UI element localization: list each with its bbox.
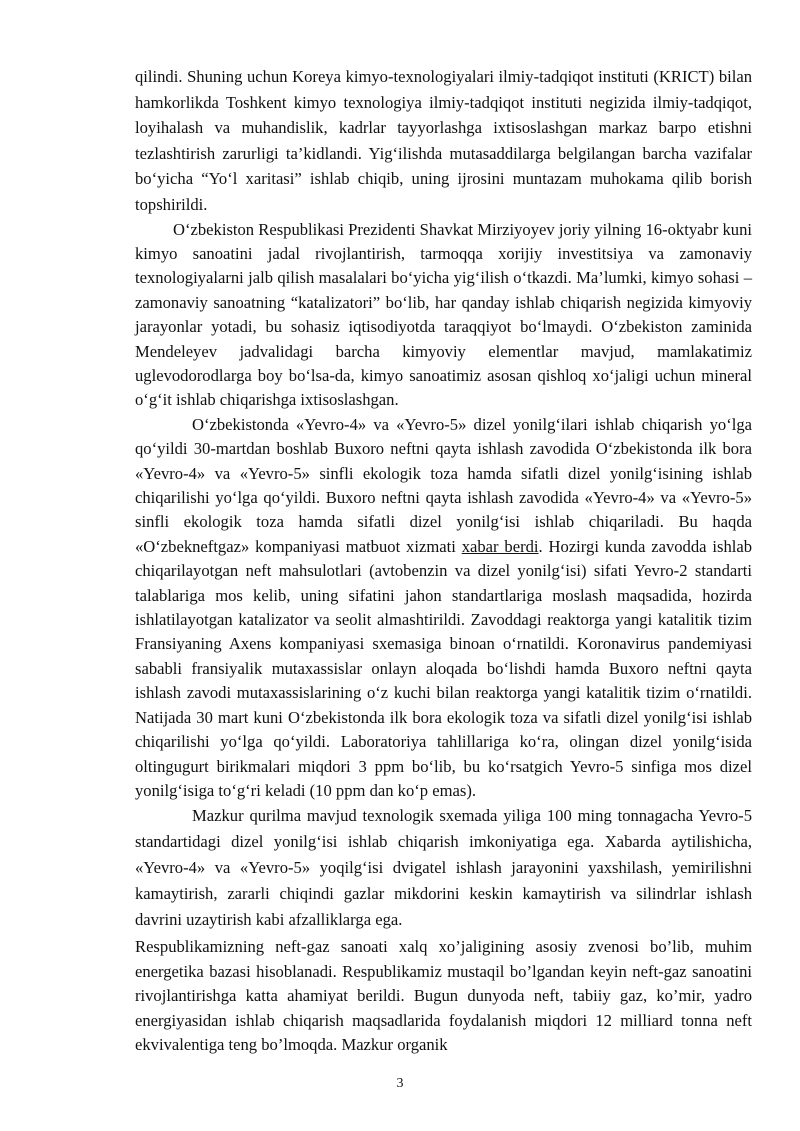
paragraph-3-text-after-link: . Hozirgi kunda zavodda ishlab chiqarilayotgan neft mahsulotlari (avtobenzin va dizel yonilg‘isi) sifati Yevro-2 standarti talablariga mos kelib, uning sifatini jahon standartlariga moslash maqsadida, hozirda ishlatilayotgan katalizator va seolit almashtirildi. Zavoddagi reaktorga yangi katalitik tizim Fransiyaning Axens kompaniyasi sxemasiga binoan o‘rnatildi. Koronavirus pandemiyasi sababli fransiyalik mutaxassislar onlayn aloqada bo‘lishdi hamda Buxoro neftni qayta ishlash zavodi mutaxassislarining o‘z kuchi bilan reaktorga yangi katalitik tizim o‘rnatildi. Natijada 30 mart kuni O‘zbekistonda ilk bora ekologik toza va sifatli dizel yonilg‘isi ishlab chiqarilishi yo‘lga qo‘yildi. Laboratoriya tahlillariga ko‘ra, olingan dizel yonilg‘isida oltingugurt birikmalari miqdori 3 ppm bo‘lib, bu ko‘rsatgich Yevro-5 sinfiga mos dizel yonilg‘isiga to‘g‘ri keladi (10 ppm dan ko‘p emas).	[135, 536, 753, 800]
paragraph-5: Respublikamizning neft-gaz sanoati xalq xo’jaligining asosiy zvenosi bo’lib, muhim energetika bazasi hisoblanadi. Respublikamiz mustaqil bo’lgandan keyin neft-gaz sanoatini rivojlantirishga katta ahamiyat berildi. Bugun dunyoda neft, tabiiy gaz, ko’mir, yadro energiyasidan ishlab chiqarish maqsadlarida foydalanish miqdori 12 milliard tonna neft ekvivalentiga teng bo’lmoqda. Mazkur organik	[135, 937, 752, 1054]
paragraph-4: Mazkur qurilma mavjud texnologik sxemada yiliga 100 ming tonnagacha Yevro-5 standartidagi dizel yonilg‘isi ishlab chiqarish imkoniyatiga ega. Xabarda aytilishicha, «Yevro-4» va «Yevro-5» yoqilg‘isi dvigatel ishlash jarayonini yaxshilash, yemirilishni kamaytirish, zararli chiqindi gazlar mikdorini keskin kamaytirish va silindrlar ishlash davrini uzaytirish kabi afzalliklarga ega.	[135, 806, 752, 930]
xabar-berdi-link[interactable]: xabar berdi	[461, 536, 539, 556]
paragraph-3-text-before-link: O‘zbekistonda «Yevro-4» va «Yevro-5» dizel yonilg‘ilari ishlab chiqarish yo‘lga qo‘yildi 30-martdan boshlab Buxoro neftni qayta ishlash zavodida O‘zbekistonda ilk bora «Yevro-4» va «Yevro-5» sinfli ekologik toza hamda sifatli dizel yonilg‘isining ishlab chiqarilishi yo‘lga qo‘yildi. Buxoro neftni qayta ishlash zavodida «Yevro-4» va «Yevro-5» sinfli ekologik toza hamda sifatli dizel yonilg‘isi ishlab chiqariladi. Bu haqda «O‘zbekneftgaz» kompaniyasi matbuot xizmati	[135, 414, 752, 556]
paragraph-2: O‘zbekiston Respublikasi Prezidenti Shavkat Mirziyoyev joriy yilning 16-oktyabr kuni kimyo sanoatini jadal rivojlantirish, tarmoqqa xorijiy investitsiya va zamonaviy texnologiyalarni jalb qilish masalalari bo‘yicha yig‘ilish o‘tkazdi. Ma’lumki, kimyo sohasi – zamonaviy sanoatning “katalizatori” bo‘lib, har qanday ishlab chiqarish negizida kimyoviy jarayonlar yotadi, bu sohasiz iqtisodiyotda taraqqiyot bo‘lmaydi. O‘zbekiston zaminida Mendeleyev jadvalidagi barcha kimyoviy elementlar mavjud, mamlakatimiz uglevodorodlarga boy bo‘lsa-da, kimyo sanoatimiz asosan qishloq xo‘jaligi uchun mineral o‘g‘it ishlab chiqarishga ixtisoslashgan.	[135, 219, 752, 410]
page-number: 3	[396, 1076, 404, 1091]
paragraph-3	[135, 413, 752, 804]
paragraph-1: qilindi. Shuning uchun Koreya kimyo-texnologiyalari ilmiy-tadqiqot instituti (KRICT) bilan hamkorlikda Toshkent kimyo texnologiya ilmiy-tadqiqot instituti negizida ilmiy-tadqiqot, loyihalash va muhandislik, kadrlar tayyorlashga ixtisoslashgan markaz barpo etishni tezlashtirish zarurligi ta’kidlandi. Yig‘ilishda mutasaddilarga belgilangan barcha vazifalar bo‘yicha “Yo‘l xaritasi” ishlab chiqib, uning ijrosini muntazam muhokama qilib borish topshirildi.	[135, 67, 752, 214]
page-body	[135, 64, 752, 1057]
